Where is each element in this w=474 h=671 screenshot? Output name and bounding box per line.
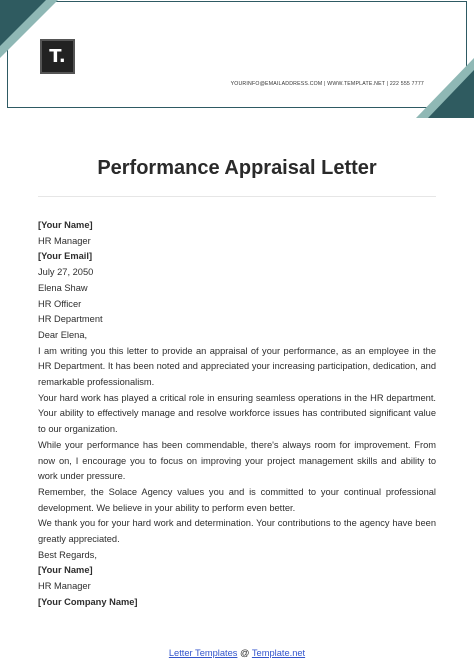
title-divider (38, 196, 436, 197)
signature-title: HR Manager (38, 581, 91, 592)
template-net-link[interactable]: Template.net (251, 648, 306, 658)
recipient-name: Elena Shaw (38, 282, 88, 293)
letter-date: July 27, 2050 (38, 267, 94, 278)
contact-info: YOURINFO@EMAILADDRESS.COM | WWW.TEMPLATE.NET | 222 555 7777 (230, 81, 424, 87)
sender-title: HR Manager (38, 235, 91, 246)
paragraph-thanks: We thank you for your hard work and determination. Your contributions to the agency have been greatly appreciated. (38, 518, 436, 545)
letter-templates-link[interactable]: Letter Templates (168, 648, 238, 658)
recipient-department: HR Department (38, 314, 103, 325)
bottom-right-corner-decoration (414, 58, 474, 118)
logo-letter: T. (49, 45, 66, 67)
paragraph-development: Remember, the Solace Agency values you and is committed to your continual professional development. We believe in your ability to perform even better. (38, 486, 436, 513)
company-name: [Your Company Name] (38, 596, 138, 607)
closing: Best Regards, (38, 549, 97, 560)
sender-email: [Your Email] (38, 251, 93, 262)
company-logo (40, 39, 75, 74)
letter-title: Performance Appraisal Letter (97, 157, 377, 179)
footer (0, 648, 474, 658)
paragraph-contribution: Your hard work has played a critical role in ensuring seamless operations in the HR department. Your ability to effectively manage and resolve workforce issues has contributed significant value to our organization. (38, 392, 436, 435)
sender-name: [Your Name] (38, 220, 93, 230)
letterhead-frame (7, 1, 467, 108)
footer-separator: @ (240, 648, 250, 658)
recipient-title: HR Officer (38, 298, 82, 309)
signature-name: [Your Name] (38, 565, 93, 576)
salutation: Dear Elena, (38, 329, 88, 340)
paragraph-intro: I am writing you this letter to provide an appraisal of your performance, as an employee in the HR Department. It has been noted and appreciated your increasing participation, dedication, and remarkable professionalism. (38, 345, 436, 388)
letter-body (38, 218, 436, 611)
paragraph-improvement: While your performance has been commendable, there's always room for improvement. From now on, I encourage you to focus on improving your project management skills and ability to work under pressure. (38, 439, 436, 482)
